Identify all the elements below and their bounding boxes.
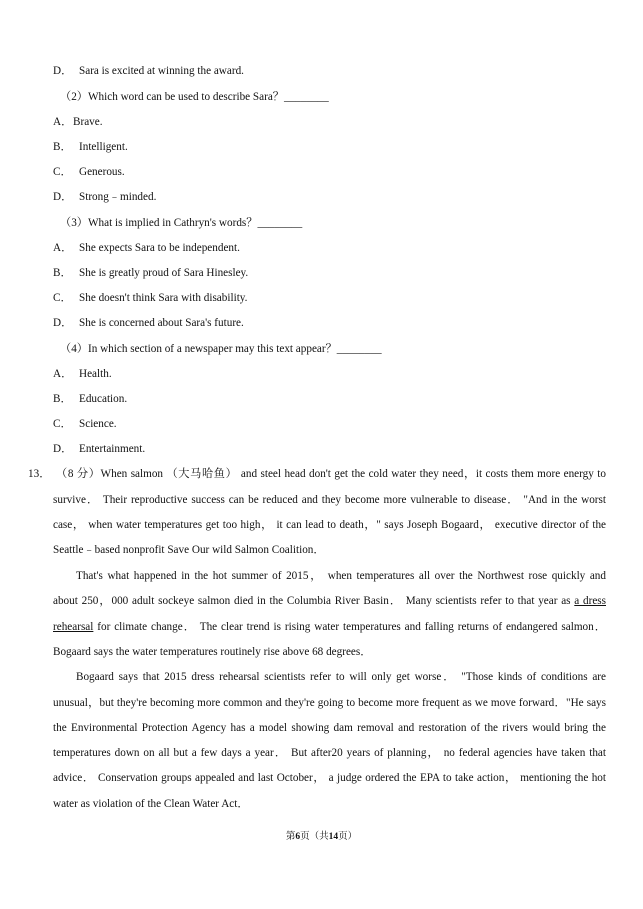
q12-4-option-b (53, 392, 643, 406)
q12-2-option-c (53, 165, 643, 179)
q13-p1-line: case， when water temperatures get too high， it can lead to death，" says Joseph Bogaard， executive director of the (53, 519, 606, 531)
option-label: B． (53, 393, 72, 405)
q12-3-option-d (53, 316, 643, 330)
option-label: D． (53, 317, 73, 329)
footer-text: 第 (285, 832, 296, 842)
footer-text: 页（共 (300, 832, 329, 842)
footer-text: 页） (338, 832, 358, 842)
q13-p2-line: Bogaard says the water temperatures routinely rise above 68 degrees． (53, 646, 372, 658)
option-text: She expects Sara to be independent. (79, 242, 240, 254)
q13-p3-line: unusual，but they're becoming more common and they're going to become more frequent as we move forward．"He says (53, 697, 606, 709)
underlined-phrase: rehearsal (53, 621, 94, 633)
option-text: Entertainment. (79, 443, 146, 455)
q13-p3-line: the Environmental Protection Agency has a model showing dam removal and restoration of the rivers would bring the (53, 722, 606, 734)
q13-number: 13． (28, 468, 51, 480)
option-text: Sara is excited at winning the award. (79, 65, 244, 77)
option-text: Intelligent. (79, 141, 128, 153)
option-text: She is concerned about Sara's future. (79, 317, 244, 329)
q13-p2-line (53, 594, 606, 608)
page-footer (0, 831, 643, 843)
q12-3-question: （3）What is implied in Cathryn's words？________ (60, 217, 303, 229)
option-label: A． (53, 368, 73, 380)
option-text: She doesn't think Sara with disability. (79, 292, 248, 304)
option-label: D． (53, 65, 73, 77)
underlined-phrase: a dress (574, 595, 606, 607)
option-text: She is greatly proud of Sara Hinesley. (79, 267, 249, 279)
option-label: C． (53, 166, 72, 178)
option-text: Health. (79, 368, 112, 380)
q12-3-option-a (53, 241, 643, 255)
option-label: D． (53, 443, 73, 455)
q12-4-option-c (53, 417, 643, 431)
page-total: 14 (328, 832, 339, 842)
text-run: about 250，000 adult sockeye salmon died in the Columbia River Basin． Many scientists refer to that year as (53, 595, 571, 607)
q12-4-option-d (53, 442, 643, 456)
q13-p1-line: Seattle﹣based nonprofit Save Our wild Salmon Coalition． (53, 544, 325, 556)
q12-3-option-b (53, 266, 643, 280)
option-text: Science. (79, 418, 117, 430)
q12-2-question: （2）Which word can be used to describe Sara？________ (60, 91, 329, 103)
q13-p3-line: water as violation of the Clean Water Act． (53, 798, 249, 810)
q12-3-option-c (53, 291, 643, 305)
option-label: C． (53, 418, 72, 430)
option-label: D． (53, 191, 73, 203)
q12-4-option-a (53, 367, 643, 381)
q12-1-option-d (53, 64, 643, 78)
option-text: Generous. (79, 166, 125, 178)
option-text: Brave. (73, 116, 103, 128)
page-number: 6 (295, 832, 301, 842)
q13-p3-line: temperatures down on all but a few days a year． But after20 years of planning， no federal agencies have taken that (53, 747, 606, 759)
q13-p3-line: advice． Conservation groups appealed and last October， a judge ordered the EPA to take action， mentioning the hot (53, 772, 606, 784)
q13-p2-line: That's what happened in the hot summer of 2015， when temperatures all over the Northwest rose quickly and (76, 570, 606, 582)
q13-p2-line (53, 620, 606, 634)
q12-2-option-a (53, 115, 643, 129)
q12-2-option-b (53, 140, 643, 154)
option-text: Strong﹣minded. (79, 191, 157, 203)
option-label: B． (53, 267, 72, 279)
option-text: Education. (79, 393, 128, 405)
option-label: A． (53, 116, 73, 128)
text-run: for climate change． The clear trend is rising water temperatures and falling returns of endangered salmon． (93, 621, 606, 633)
option-label: A． (53, 242, 73, 254)
q13-p3-line: Bogaard says that 2015 dress rehearsal scientists refer to will only get worse． "Those kinds of conditions are (76, 671, 606, 683)
option-label: B． (53, 141, 72, 153)
q12-4-question: （4）In which section of a newspaper may this text appear？________ (60, 343, 382, 355)
option-label: C． (53, 292, 72, 304)
q12-2-option-d (53, 190, 643, 204)
q13-p1-line: （8 分）When salmon （大马哈鱼） and steel head don't get the cold water they need，it costs them more energy to (56, 468, 606, 480)
q13-p1-line: survive． Their reproductive success can be reduced and they become more vulnerable to disease． "And in the worst (53, 494, 606, 506)
